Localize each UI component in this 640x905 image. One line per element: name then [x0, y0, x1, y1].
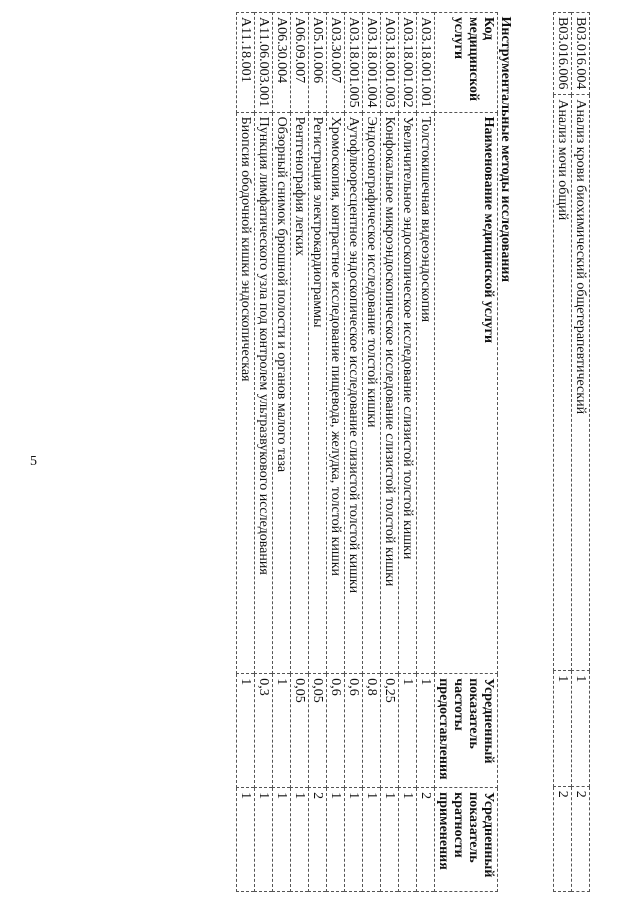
table-row — [399, 13, 417, 892]
frequency-cell: 0,05 — [291, 674, 309, 788]
header-multiplicity: Усредненный показатель кратности применения — [435, 788, 498, 892]
code-cell: B03.016.006 — [554, 13, 572, 95]
table-row — [273, 13, 291, 892]
code-cell: A03.18.001.005 — [345, 13, 363, 113]
code-cell: A05.10.006 — [309, 13, 327, 113]
code-cell: A03.18.001.002 — [399, 13, 417, 113]
multiplicity-cell: 1 — [291, 788, 309, 892]
multiplicity-cell: 1 — [399, 788, 417, 892]
name-cell: Увеличительное эндоскопическое исследование слизистой толстой кишки — [399, 112, 417, 674]
code-cell: A03.18.001.001 — [417, 13, 435, 113]
name-cell: Анализ крови биохимический общетерапевтический — [572, 95, 590, 671]
table-row — [309, 13, 327, 892]
header-name: Наименование медицинской услуги — [435, 112, 498, 674]
header-code: Код медицинской услуги — [435, 13, 498, 113]
name-cell: Пункция лимфатического узла под контролем ультразвукового исследования — [255, 112, 273, 674]
instrumental-methods-table — [236, 12, 515, 892]
code-cell: A03.18.001.004 — [363, 13, 381, 113]
code-cell: B03.016.004 — [572, 13, 590, 95]
table-row — [417, 13, 435, 892]
frequency-cell: 0,3 — [255, 674, 273, 788]
frequency-cell: 1 — [399, 674, 417, 788]
code-cell: A11.06.003.001 — [255, 13, 273, 113]
rotated-document — [50, 12, 590, 892]
multiplicity-cell: 2 — [572, 786, 590, 891]
name-cell: Обзорный снимок брюшной полости и органов малого таза — [273, 112, 291, 674]
lab-tests-table — [553, 12, 590, 892]
frequency-cell: 1 — [417, 674, 435, 788]
header-row — [435, 13, 498, 892]
table-row — [237, 13, 255, 892]
multiplicity-cell: 1 — [381, 788, 399, 892]
table-row — [572, 13, 590, 892]
table-row — [345, 13, 363, 892]
code-cell: A06.09.007 — [291, 13, 309, 113]
name-cell: Биопсия ободочной кишки эндоскопическая — [237, 112, 255, 674]
name-cell: Аутофлюоресцентное эндоскопическое исследование слизистой толстой кишки — [345, 112, 363, 674]
lab-tests-body — [554, 13, 590, 892]
code-cell: A06.30.004 — [273, 13, 291, 113]
table-row — [554, 13, 572, 892]
multiplicity-cell: 1 — [273, 788, 291, 892]
multiplicity-cell: 1 — [237, 788, 255, 892]
frequency-cell: 1 — [554, 671, 572, 786]
name-cell: Регистрация электрокардиограммы — [309, 112, 327, 674]
multiplicity-cell: 2 — [554, 786, 572, 891]
multiplicity-cell: 2 — [309, 788, 327, 892]
name-cell: Эндосонографическое исследование толстой кишки — [363, 112, 381, 674]
code-cell: A03.30.007 — [327, 13, 345, 113]
name-cell: Хромоскопия, контрастное исследование пищевода, желудка, толстой кишки — [327, 112, 345, 674]
section-row — [498, 13, 516, 892]
instrumental-rows — [237, 13, 435, 892]
header-frequency: Усредненный показатель частоты предоставления — [435, 674, 498, 788]
table-row — [363, 13, 381, 892]
name-cell: Рентгенография легких — [291, 112, 309, 674]
name-cell: Конфокальное микроэндоскопическое исследование слизистой толстой кишки — [381, 112, 399, 674]
multiplicity-cell: 1 — [255, 788, 273, 892]
page-number: 5 — [30, 454, 37, 469]
frequency-cell: 0,6 — [327, 674, 345, 788]
frequency-cell: 0,8 — [363, 674, 381, 788]
name-cell: Толстокишечная видеоэндоскопия — [417, 112, 435, 674]
code-cell: A11.18.001 — [237, 13, 255, 113]
table-row — [327, 13, 345, 892]
frequency-cell: 0,05 — [309, 674, 327, 788]
multiplicity-cell: 1 — [345, 788, 363, 892]
frequency-cell: 0,25 — [381, 674, 399, 788]
frequency-cell: 1 — [237, 674, 255, 788]
table-row — [291, 13, 309, 892]
frequency-cell: 0,6 — [345, 674, 363, 788]
multiplicity-cell: 1 — [327, 788, 345, 892]
section-title: Инструментальные методы исследования — [498, 16, 513, 283]
table-row — [255, 13, 273, 892]
frequency-cell: 1 — [273, 674, 291, 788]
frequency-cell: 1 — [572, 671, 590, 786]
table-row — [381, 13, 399, 892]
multiplicity-cell: 2 — [417, 788, 435, 892]
multiplicity-cell: 1 — [363, 788, 381, 892]
code-cell: A03.18.001.003 — [381, 13, 399, 113]
name-cell: Анализ мочи общий — [554, 95, 572, 671]
